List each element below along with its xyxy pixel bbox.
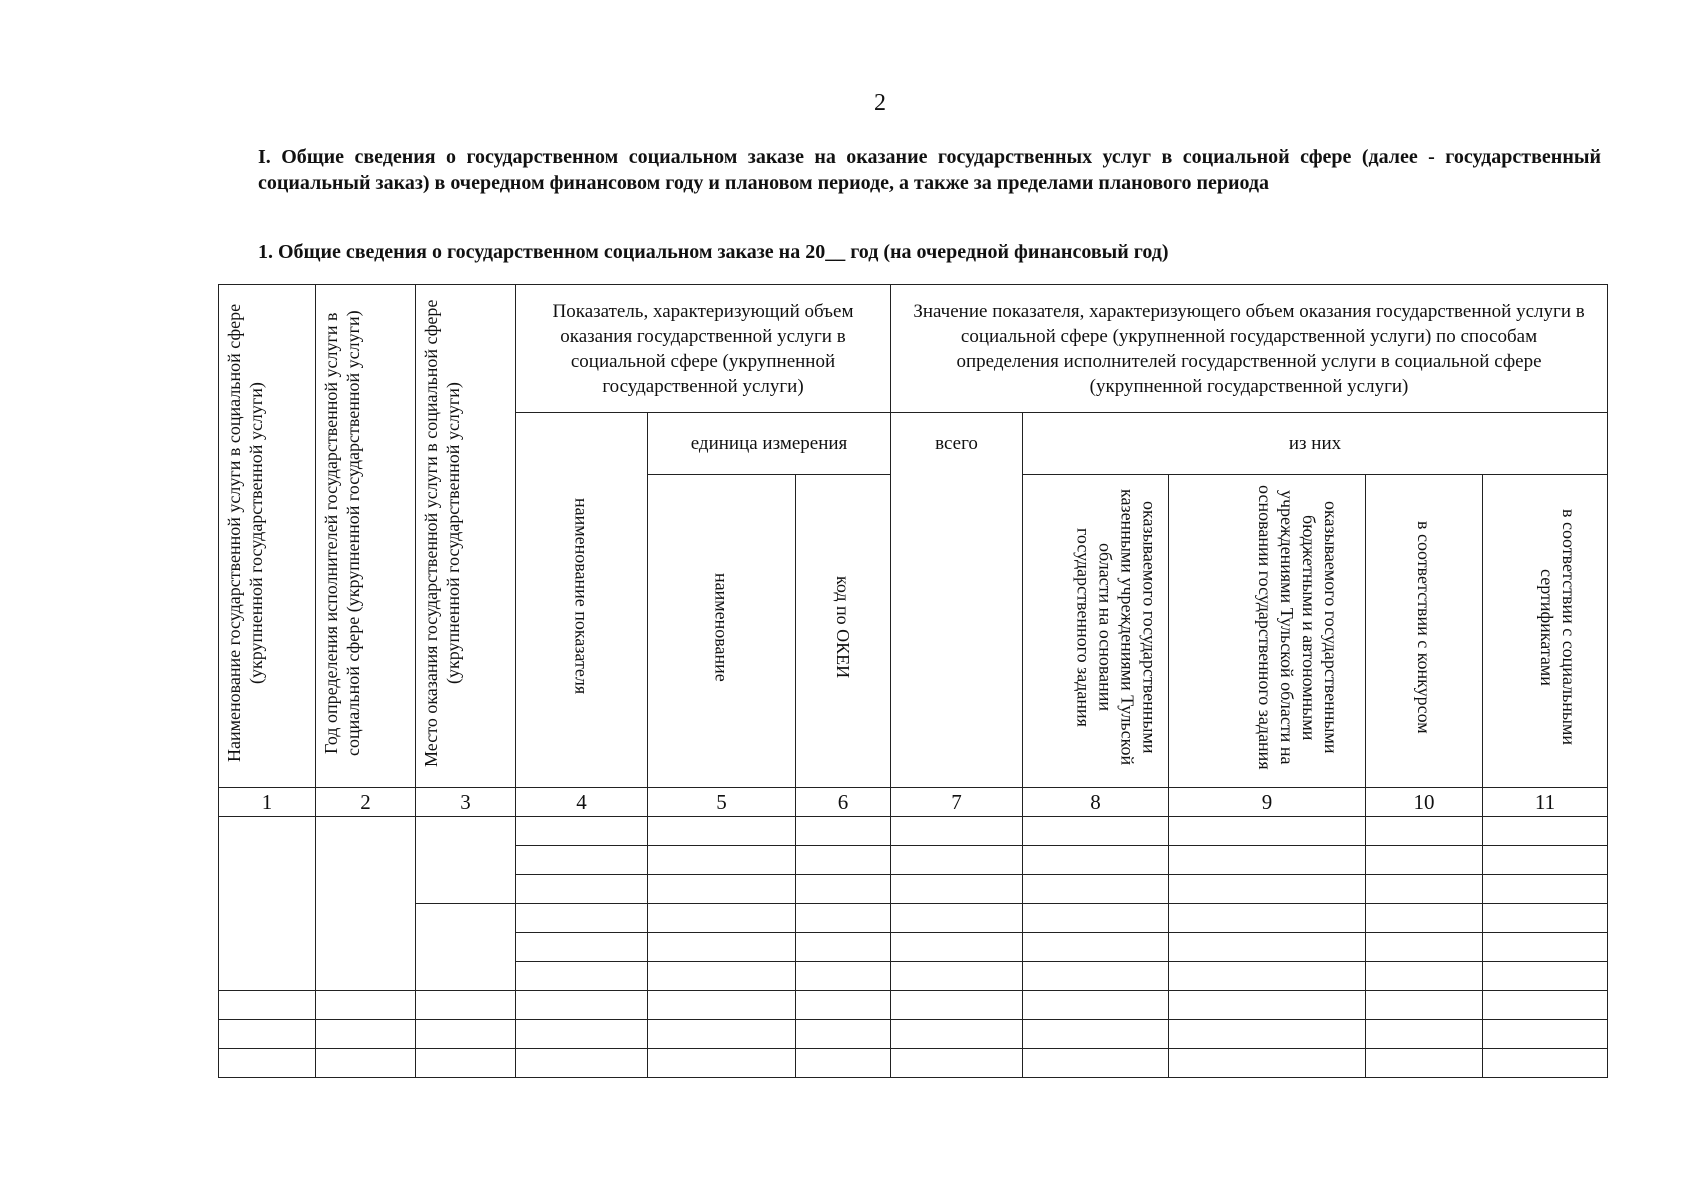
blank-cell <box>219 1020 316 1049</box>
blank-cell <box>1483 933 1608 962</box>
blank-cell <box>796 1049 891 1078</box>
blank-cell <box>219 817 316 991</box>
blank-cell <box>1023 904 1169 933</box>
column-number: 8 <box>1023 788 1169 817</box>
blank-cell <box>516 846 648 875</box>
blank-cell <box>648 991 796 1020</box>
header-of-which: из них <box>1023 413 1608 475</box>
blank-cell <box>1023 1020 1169 1049</box>
header-service-place-label: Место оказания государственной услуги в социальной сфере (укрупненной государственной услуги) <box>420 298 463 767</box>
blank-cell <box>1366 1020 1483 1049</box>
header-competition <box>1366 475 1483 788</box>
blank-cell <box>516 991 648 1020</box>
header-budget-institutions <box>1169 475 1366 788</box>
page-number: 2 <box>874 90 886 116</box>
blank-cell <box>1366 1049 1483 1078</box>
header-indicator-name-label: наименование показателя <box>571 498 592 695</box>
blank-cell <box>316 817 416 991</box>
blank-cell <box>796 875 891 904</box>
blank-cell <box>1169 846 1366 875</box>
blank-cell <box>1366 962 1483 991</box>
blank-cell <box>1169 1049 1366 1078</box>
blank-cell <box>1483 875 1608 904</box>
blank-cell <box>416 817 516 904</box>
column-number: 10 <box>1366 788 1483 817</box>
blank-cell <box>1169 875 1366 904</box>
blank-cell <box>1023 991 1169 1020</box>
blank-cell <box>1483 991 1608 1020</box>
section-heading: I. Общие сведения о государственном социальном заказе на оказание государственных услуг в социальной сфере (далее - государственный социальный заказ) в очередном финансовом году и плановом периоде, а также за пределами планового периода <box>258 146 1601 194</box>
blank-cell <box>796 962 891 991</box>
table-row <box>219 991 1608 1020</box>
blank-cell <box>891 962 1023 991</box>
blank-cell <box>1483 1020 1608 1049</box>
blank-cell <box>1483 846 1608 875</box>
blank-cell <box>316 991 416 1020</box>
blank-cell <box>416 991 516 1020</box>
blank-cell <box>1483 1049 1608 1078</box>
blank-cell <box>796 846 891 875</box>
blank-cell <box>648 817 796 846</box>
sub-heading: 1. Общие сведения о государственном социальном заказе на 20__ год (на очередной финансовый год) <box>258 241 1169 263</box>
blank-cell <box>891 991 1023 1020</box>
header-selection-year-label: Год определения исполнителей государственной услуги в социальной сфере (укрупненной государственной услуги) <box>320 309 363 756</box>
blank-cell <box>891 875 1023 904</box>
blank-cell <box>891 1020 1023 1049</box>
blank-cell <box>219 991 316 1020</box>
blank-cell <box>1169 962 1366 991</box>
header-competition-label: в соответствии с конкурсом <box>1414 521 1435 734</box>
header-unit-name <box>648 475 796 788</box>
column-number: 2 <box>316 788 416 817</box>
header-unit-name-label: наименование <box>711 573 732 682</box>
blank-cell <box>316 1020 416 1049</box>
table-row <box>219 1049 1608 1078</box>
blank-cell <box>648 962 796 991</box>
column-number: 5 <box>648 788 796 817</box>
blank-cell <box>796 991 891 1020</box>
table-row <box>219 1020 1608 1049</box>
blank-cell <box>796 1020 891 1049</box>
column-number: 9 <box>1169 788 1366 817</box>
header-treasury-institutions-label: оказываемого государственными казенными учреждениями Тульской области на основании государственного задания <box>1073 489 1160 766</box>
blank-cell <box>891 817 1023 846</box>
header-unit-group: единица измерения <box>648 413 891 475</box>
blank-cell <box>1483 962 1608 991</box>
table-row <box>219 817 1608 846</box>
header-budget-institutions-label: оказываемого государственными бюджетными и автономными учреждениями Тульской области на основании государственного задания <box>1255 485 1342 770</box>
header-social-certificates-label: в соответствии с социальными сертификатами <box>1537 509 1580 746</box>
blank-cell <box>1023 875 1169 904</box>
header-treasury-institutions <box>1023 475 1169 788</box>
blank-cell <box>796 904 891 933</box>
blank-cell <box>648 1020 796 1049</box>
blank-cell <box>648 875 796 904</box>
blank-cell <box>416 904 516 991</box>
blank-cell <box>516 875 648 904</box>
blank-cell <box>648 933 796 962</box>
header-value-group: Значение показателя, характеризующего объем оказания государственной услуги в социальной сфере (укрупненной государственной услуги) по способам определения исполнителей государственной услуги в социальной сфере (укрупненной государственной услуги) <box>891 285 1608 413</box>
blank-cell <box>1023 1049 1169 1078</box>
blank-cell <box>1366 991 1483 1020</box>
blank-cell <box>1483 904 1608 933</box>
blank-cell <box>796 817 891 846</box>
social-order-table <box>218 284 1608 1078</box>
header-indicator-group: Показатель, характеризующий объем оказания государственной услуги в социальной сфере (укрупненной государственной услуги) <box>516 285 891 413</box>
header-selection-year <box>316 285 416 788</box>
blank-cell <box>891 904 1023 933</box>
blank-cell <box>1366 933 1483 962</box>
header-total <box>891 413 1023 788</box>
column-number: 6 <box>796 788 891 817</box>
blank-cell <box>1169 817 1366 846</box>
blank-cell <box>1023 846 1169 875</box>
blank-cell <box>516 1020 648 1049</box>
header-service-name-label: Наименование государственной услуги в социальной сфере (укрупненной государственной услуги) <box>224 303 266 762</box>
blank-cell <box>1483 817 1608 846</box>
blank-cell <box>891 846 1023 875</box>
header-service-name <box>219 285 316 788</box>
blank-cell <box>1023 962 1169 991</box>
blank-cell <box>1366 875 1483 904</box>
column-number: 1 <box>219 788 316 817</box>
blank-cell <box>1366 904 1483 933</box>
blank-cell <box>416 1049 516 1078</box>
header-unit-code-label: код по ОКЕИ <box>833 576 853 679</box>
blank-cell <box>219 1049 316 1078</box>
blank-cell <box>516 933 648 962</box>
blank-cell <box>1366 817 1483 846</box>
header-unit-code <box>796 475 891 788</box>
header-service-place <box>416 285 516 788</box>
blank-cell <box>891 1049 1023 1078</box>
column-number: 4 <box>516 788 648 817</box>
blank-cell <box>416 1020 516 1049</box>
blank-cell <box>1023 817 1169 846</box>
column-number-row <box>219 788 1608 817</box>
header-social-certificates <box>1483 475 1608 788</box>
blank-cell <box>891 933 1023 962</box>
blank-cell <box>1366 846 1483 875</box>
column-number: 7 <box>891 788 1023 817</box>
blank-cell <box>796 933 891 962</box>
blank-cell <box>1169 933 1366 962</box>
header-total-label: всего <box>935 433 978 454</box>
blank-cell <box>516 962 648 991</box>
column-number: 3 <box>416 788 516 817</box>
blank-cell <box>316 1049 416 1078</box>
table-row <box>219 904 1608 933</box>
blank-cell <box>516 904 648 933</box>
header-indicator-name <box>516 413 648 788</box>
column-number: 11 <box>1483 788 1608 817</box>
blank-cell <box>648 1049 796 1078</box>
blank-cell <box>516 1049 648 1078</box>
blank-cell <box>648 904 796 933</box>
blank-cell <box>1023 933 1169 962</box>
blank-cell <box>648 846 796 875</box>
blank-cell <box>1169 991 1366 1020</box>
blank-cell <box>1169 904 1366 933</box>
blank-cell <box>1169 1020 1366 1049</box>
blank-cell <box>516 817 648 846</box>
